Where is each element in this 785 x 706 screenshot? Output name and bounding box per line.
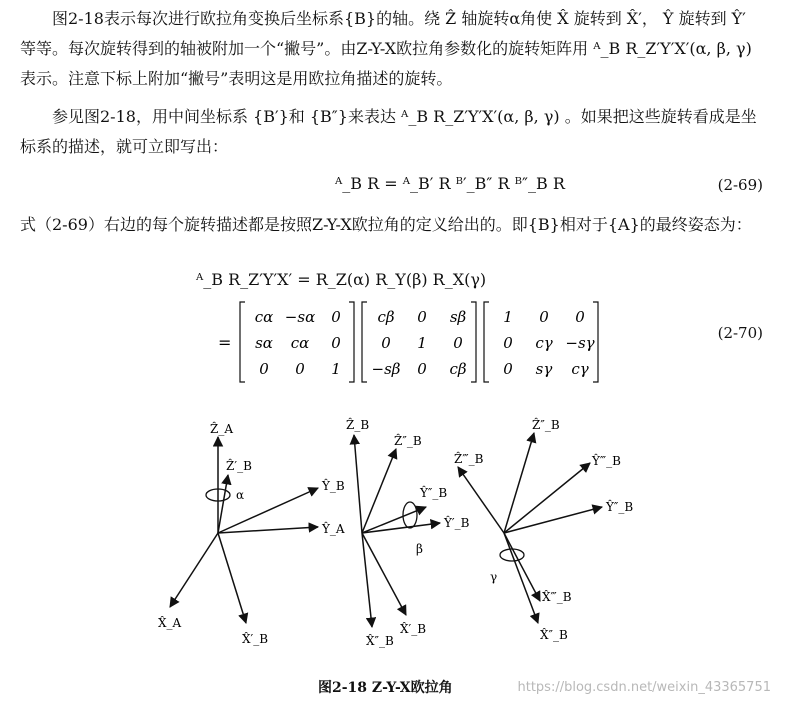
eq70-number: (2-70) [717,324,763,342]
matrix-cell: 1 [503,308,513,326]
zb-prime-axis [218,475,228,533]
paragraph-3 [20,210,765,240]
label-yb: Ŷ_B [322,479,345,493]
matrix-cell: cγ [535,334,553,352]
matrix-cell: sγ [535,360,553,378]
matrix-cell: 0 [331,334,341,352]
matrix-cell: 0 [295,360,305,378]
matrix-z [240,302,354,382]
label-xb-prime: X̂′_B [242,632,269,646]
matrix-cell: 0 [331,308,341,326]
zb-axis [354,435,362,533]
label-zb-prime: Ẑ′_B [226,459,252,473]
matrix-cell: 0 [575,308,585,326]
xa-axis [170,533,218,607]
eq70-text: ᴬ_B R_Z′Y′X′ = R_Z(α) R_Y(β) R_X(γ) [196,270,487,289]
matrix-cell: 1 [331,360,341,378]
zb-double-prime-axis-3 [504,433,534,533]
label-zb-triple-prime: Ẑ‴_B [454,452,484,466]
label-ya: Ŷ_A [322,522,345,536]
xb-prime-axis [218,533,246,623]
label-za: Ẑ_A [210,422,234,436]
matrix-cell: cα [254,308,274,326]
ya-axis [218,527,318,533]
matrix-cell: −sβ [371,360,401,378]
matrix-cell: cβ [377,308,395,326]
equation-2-69 [335,174,565,193]
left-bracket [484,302,489,382]
paragraph-1 [20,4,765,94]
label-xb-triple-prime: X̂‴_B [542,590,572,604]
matrix-cell: cγ [571,360,589,378]
matrix-cell: cα [290,334,310,352]
equation-2-70-line1 [196,270,486,289]
matrix-x [484,302,598,382]
label-beta: β [416,542,423,556]
label-xb-double-prime: X̂″_B [366,634,394,648]
eq69-text: ᴬ_B R = ᴬ_B′ R ᴮ′_B″ R ᴮ″_B R [335,174,565,193]
figure-caption: 图2-18 Z-Y-X欧拉角 [318,680,453,696]
para1-text: 图2-18表示每次进行欧拉角变换后坐标系{B}的轴。绕 Ẑ 轴旋转α角使 X̂ 旋转到 X̂′， Ŷ 旋转到 Ŷ′ 等等。每次旋转得到的轴被附加一个“撇号”。由Z-Y-X欧拉角参数化的旋转矩阵用 ᴬ_B R_Z′Y′X′(α, β, γ) 表示。注意下标上附加“撇号”表明这是用欧拉角描述的旋转。 [20,9,752,88]
matrix-cell: 0 [503,334,513,352]
label-zb: Ẑ_B [346,418,370,432]
equals-sign: = [218,333,232,352]
yb-triple-prime-axis [504,463,590,533]
xb-double-prime-axis-3 [504,533,538,623]
left-bracket [240,302,245,382]
matrix-cell: 0 [381,334,391,352]
frame-2 [346,417,470,648]
frame-3 [454,417,633,642]
label-yb-double-prime: Ŷ″_B [420,486,448,500]
paragraph-2 [20,102,765,162]
watermark: https://blog.csdn.net/weixin_43365751 [517,680,771,695]
label-alpha: α [236,488,245,502]
matrix-cell: −sγ [565,334,595,352]
matrix-cell: 0 [417,308,427,326]
right-bracket [471,302,476,382]
xb-prime-axis-2 [362,533,406,615]
right-bracket [349,302,354,382]
matrix-cell: 0 [539,308,549,326]
yb-axis [218,488,318,533]
zb-double-prime-axis [362,449,396,533]
label-xa: X̂_A [158,616,182,630]
label-gamma: γ [490,570,498,584]
para2-text: 参见图2-18，用中间坐标系 {B′}和 {B″}来表达 ᴬ_B R_Z′Y′X′(α, β, γ) 。如果把这些旋转看成是坐标系的描述，就可立即写出： [20,107,757,156]
xb-triple-prime-axis [504,533,540,601]
label-xb-double-prime-3: X̂″_B [540,628,568,642]
matrix-cell: 1 [417,334,427,352]
matrix-y [362,302,476,382]
frame-1 [158,421,345,646]
left-bracket [362,302,367,382]
label-yb-triple-prime: Ŷ‴_B [592,454,621,468]
matrix-cell: −sα [284,308,316,326]
label-yb-prime: Ŷ′_B [444,516,470,530]
matrix-product [218,300,596,388]
euler-angle-figure [140,405,660,670]
label-yb-double-prime-3: Ŷ″_B [606,500,634,514]
label-zb-double-prime: Ẑ″_B [394,434,422,448]
matrix-cell: 0 [259,360,269,378]
matrix-cell: 0 [417,360,427,378]
matrix-cell: 0 [453,334,463,352]
yb-double-prime-axis-3 [504,507,602,533]
matrix-cell: sα [255,334,273,352]
matrix-cell: sβ [449,308,467,326]
matrix-cell: cβ [449,360,467,378]
eq69-number: (2-69) [717,176,763,194]
label-zb-double-prime-3: Ẑ″_B [532,418,560,432]
matrix-cell: 0 [503,360,513,378]
label-xb-prime-2: X̂′_B [400,622,427,636]
xb-double-prime-axis [362,533,372,627]
para3-text: 式（2-69）右边的每个旋转描述都是按照Z-Y-X欧拉角的定义给出的。即{B}相对于{A}的最终姿态为： [20,215,752,234]
